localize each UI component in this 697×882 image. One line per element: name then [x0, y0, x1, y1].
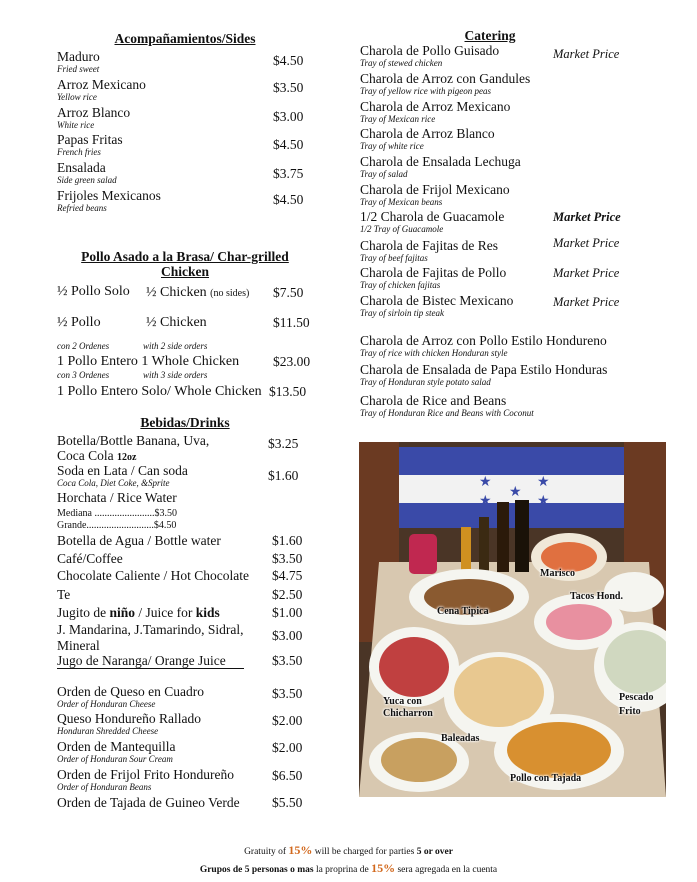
menu-price: $6.50 [272, 768, 303, 783]
market-price: Market Price [553, 295, 620, 309]
menu-price: $2.00 [272, 713, 303, 728]
chicken-half: ½ Pollo [57, 315, 101, 330]
drink-bottle: Botella/Bottle Banana, Uva, Coca Cola 12oz [57, 433, 210, 463]
photo-label-marisco: Marisco [540, 568, 575, 579]
gratuity-note-en: Gratuity of 15% will be charged for parties 5 or over [244, 843, 453, 857]
photo-label-yuca: Yuca con Chicharron [383, 696, 433, 719]
menu-price: $3.50 [272, 551, 303, 566]
chicken-half-solo-en: ½ Chicken (no sides) [146, 285, 250, 300]
menu-item: Papas Fritas French fries [57, 132, 123, 157]
market-price: Market Price [553, 47, 620, 61]
menu-item: Frijoles Mexicanos Refried beans [57, 188, 161, 213]
catering-item: Charola de Arroz Mexicano Tray of Mexican rice [360, 99, 511, 124]
svg-text:★: ★ [537, 493, 550, 509]
menu-price: $3.25 [268, 436, 299, 451]
catering-item: Charola de Ensalada Lechuga Tray of salad [360, 154, 521, 179]
menu-price: $4.50 [273, 137, 304, 152]
catering-item: Charola de Arroz con Pollo Estilo Hondureno Tray of rice with chicken Honduran style [360, 333, 607, 358]
photo-label-pescado: Pescado Frito [619, 692, 654, 717]
catering-item: Charola de Fajitas de Res Tray of beef fajitas [360, 238, 498, 263]
menu-price: $7.50 [273, 285, 304, 300]
menu-price: $13.50 [269, 384, 307, 399]
divider [57, 668, 244, 669]
menu-price: $2.00 [272, 740, 303, 755]
catering-heading: Catering [464, 28, 516, 43]
chicken-half-solo: ½ Pollo Solo [57, 284, 130, 299]
menu-price: $1.60 [268, 468, 299, 483]
chicken-sub: con 2 Ordenes [57, 341, 110, 351]
drink-item: Café/Coffee [57, 551, 123, 566]
drink-horchata: Horchata / Rice Water Mediana ........................$3.50 Grande...........................$4.50 [57, 490, 177, 531]
svg-text:★: ★ [479, 493, 492, 509]
svg-text:★: ★ [509, 484, 522, 500]
svg-text:★: ★ [479, 474, 492, 490]
photo-label-baleadas: Baleadas [441, 733, 480, 744]
menu-item: Arroz Blanco White rice [57, 105, 131, 130]
drink-kids-juice: Jugito de niño / Juice for kids [57, 605, 220, 620]
market-price: Market Price [553, 236, 620, 250]
chicken-whole-solo: 1 Pollo Entero Solo/ Whole Chicken [57, 384, 262, 399]
extra-item: Orden de Tajada de Guineo Verde [57, 795, 240, 810]
drink-juices: J. Mandarina, J.Tamarindo, Sidral, Mineral [57, 622, 244, 653]
sides-heading: Acompañamientos/Sides [114, 31, 256, 46]
drink-item: Te [57, 587, 71, 602]
menu-price: $4.50 [273, 192, 304, 207]
catering-item: Charola de Bistec Mexicano Tray of sirloin tip steak [360, 293, 514, 318]
chicken-sub: with 2 side orders [143, 341, 208, 351]
photo-label-tacos: Tacos Hond. [570, 591, 623, 602]
svg-text:★: ★ [537, 474, 550, 490]
menu-price: $23.00 [273, 354, 311, 369]
chicken-sub: with 3 side orders [143, 370, 208, 380]
catering-item: Charola de Fajitas de Pollo Tray of chicken fajitas [360, 265, 507, 290]
catering-item: Charola de Pollo Guisado Tray of stewed chicken [360, 43, 500, 68]
menu-item: Maduro Fried sweet [57, 49, 100, 74]
drink-orange-juice: Jugo de Naranga/ Orange Juice [57, 653, 226, 668]
menu-item: Arroz Mexicano Yellow rice [57, 77, 146, 102]
menu-price: $1.60 [272, 533, 303, 548]
menu-price: $3.00 [273, 109, 304, 124]
drink-soda: Soda en Lata / Can soda Coca Cola, Diet Coke, &Sprite [57, 463, 188, 488]
chicken-heading: Pollo Asado a la Brasa/ Char-grilled Chicken [81, 249, 289, 279]
market-price: Market Price [553, 266, 620, 280]
extra-item: Orden de Queso en Cuadro Order of Honduran Cheese [57, 684, 204, 709]
catering-item: Charola de Arroz con Gandules Tray of yellow rice with pigeon peas [360, 71, 531, 96]
menu-price: $3.00 [272, 628, 303, 643]
photo-label-cena: Cena Tipica [437, 606, 489, 617]
menu-price: $3.50 [272, 653, 303, 668]
catering-item: Charola de Rice and Beans Tray of Honduran Rice and Beans with Coconut [360, 393, 534, 418]
menu-price: $3.75 [273, 166, 304, 181]
gratuity-note-es: Grupos de 5 personas o mas la proprina de 15% sera agregada en la cuenta [199, 861, 498, 875]
food-photo-illustration [359, 442, 666, 797]
menu-price: $5.50 [272, 795, 303, 810]
menu-item: Ensalada Side green salad [57, 160, 117, 185]
catering-item: Charola de Frijol Mexicano Tray of Mexican beans [360, 182, 510, 207]
chicken-whole: 1 Pollo Entero 1 Whole Chicken [57, 354, 240, 369]
extra-item: Queso Hondureño Rallado Honduran Shredded Cheese [57, 711, 201, 736]
chicken-half-en: ½ Chicken [146, 315, 207, 330]
photo-label-pollo: Pollo con Tajada [510, 773, 582, 784]
chicken-sub: con 3 Ordenes [57, 370, 110, 380]
menu-price: $4.50 [273, 53, 304, 68]
market-price: Market Price [553, 210, 621, 224]
menu-price: $4.75 [272, 568, 303, 583]
menu-price: $1.00 [272, 605, 303, 620]
extra-item: Orden de Mantequilla Order of Honduran Sour Cream [57, 739, 176, 764]
menu-price: $3.50 [273, 80, 304, 95]
extra-item: Orden de Frijol Frito Hondureño Order of Honduran Beans [57, 767, 234, 792]
drinks-heading: Bebidas/Drinks [140, 415, 230, 430]
catering-item: Charola de Arroz Blanco Tray of white rice [360, 126, 495, 151]
drink-item: Chocolate Caliente / Hot Chocolate [57, 568, 249, 583]
drink-item: Botella de Agua / Bottle water [57, 533, 221, 548]
catering-item: 1/2 Charola de Guacamole 1/2 Tray of Guacamole [360, 209, 505, 234]
catering-item: Charola de Ensalada de Papa Estilo Honduras Tray of Honduran style potato salad [360, 362, 608, 387]
menu-price: $3.50 [272, 686, 303, 701]
menu-price: $2.50 [272, 587, 303, 602]
food-photo [359, 442, 666, 797]
menu-price: $11.50 [273, 315, 310, 330]
